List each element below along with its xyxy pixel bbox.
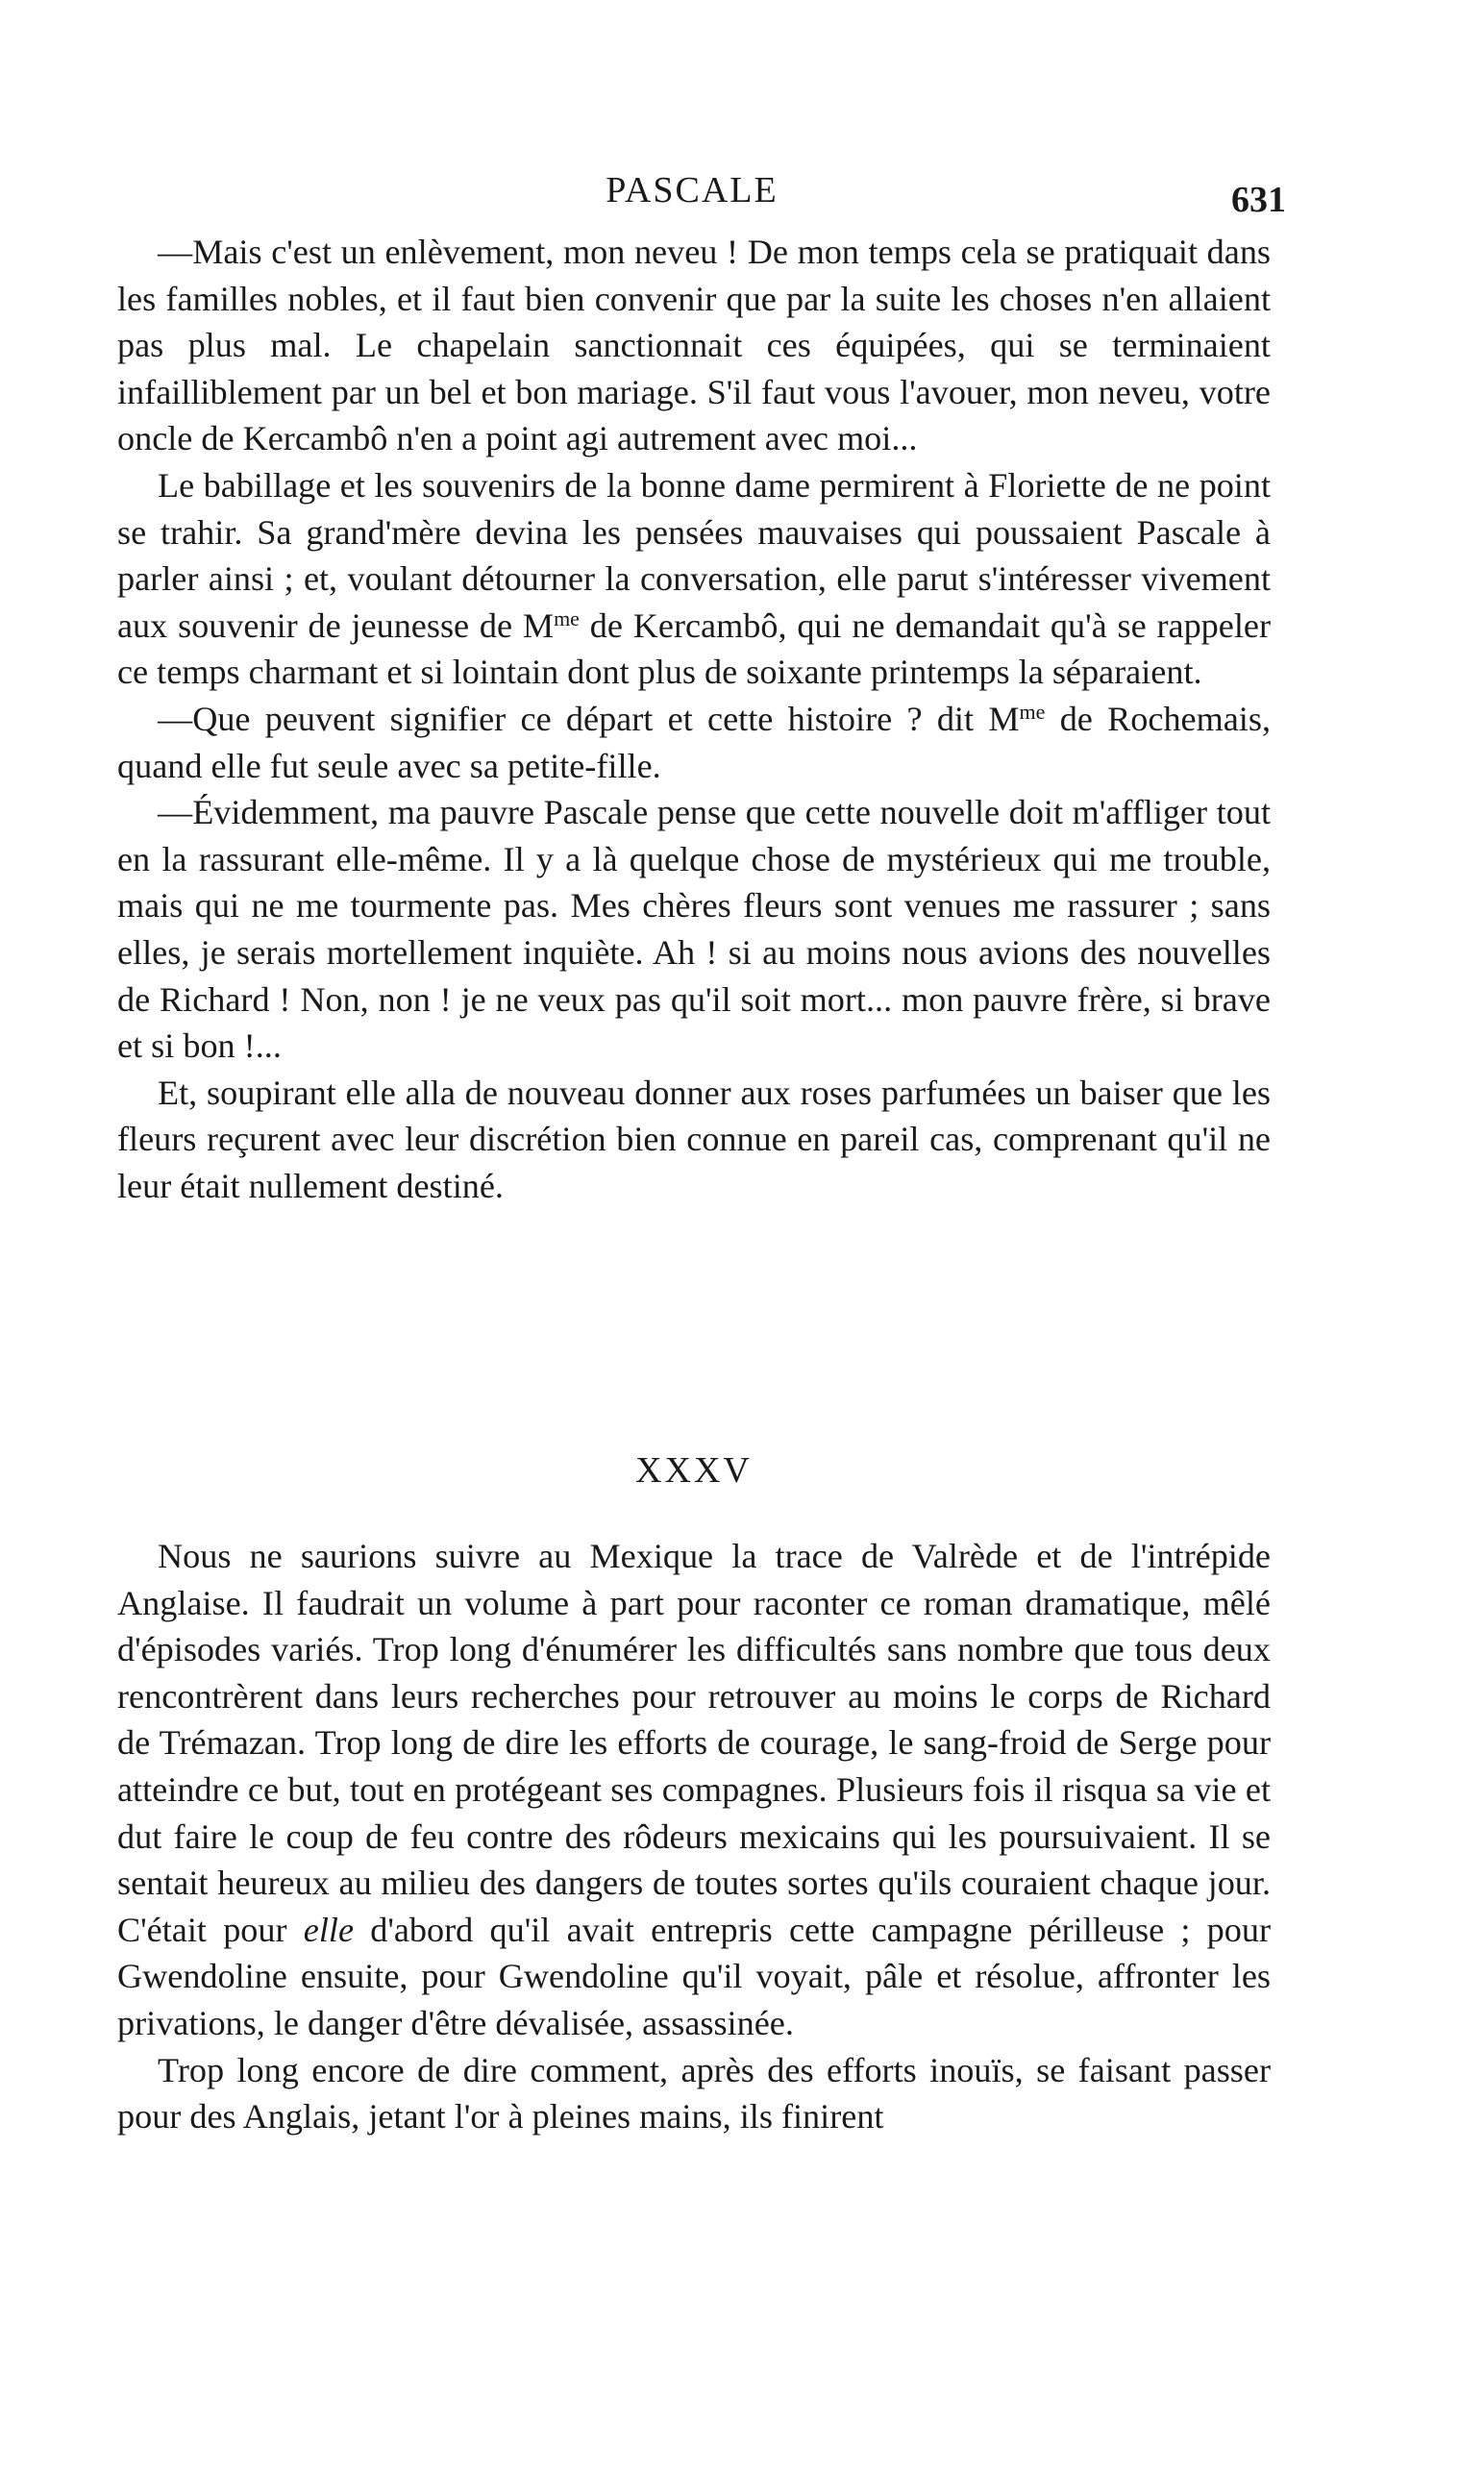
paragraph: —Mais c'est un enlèvement, mon neveu ! De mon temps cela se pratiquait dans les familles nobles, et il faut bien convenir que par la suite les choses n'en allaient pas plus mal. Le chapelain sanctionnait ces équipées, qui se terminaient infailliblement par un bel et bon mariage. S'il faut vous l'avouer, mon neveu, votre oncle de Kercambô n'en a point agi autrement avec moi... xyxy=(117,233,1271,458)
paragraph xyxy=(117,462,1271,696)
page-number: 631 xyxy=(1231,180,1286,220)
paragraph: —Évidemment, ma pauvre Pascale pense que cette nouvelle doit m'affliger tout en la rassurant elle-même. Il y a là quelque chose de mystérieux qui me trouble, mais qui ne me tourmente pas. Mes chères fleurs sont venues me rassurer ; sans elles, je serais mortellement inquiète. Ah ! si au moins nous avions des nouvelles de Richard ! Non, non ! je ne veux pas qu'il soit mort... mon pauvre frère, si brave et si bon !... xyxy=(117,793,1271,1066)
paragraph-text: de Rochemais, quand elle fut seule avec sa petite-fille. xyxy=(117,699,1271,785)
paragraph-text: Nous ne saurions suivre au Mexique la trace de Valrède et de l'intrépide Anglaise. Il faudrait un volume à part pour raconter ce roman dramatique, mêlé d'épisodes variés. Trop long d'énumérer les difficultés sans nombre que tous deux rencontrèrent dans leurs recherches pour retrouver au moins le corps de Richard de Trémazan. Trop long de dire les efforts de courage, le sang-froid de Serge pour atteindre ce but, tout en protégeant ses compagnes. Plusieurs fois il risqua sa vie et dut faire le coup de feu contre des rôdeurs mexicains qui les poursuivaient. Il se sentait heureux au milieu des dangers de toutes sortes qu'ils couraient chaque jour. C'était pour xyxy=(117,1537,1271,1949)
abbreviation-superscript: me xyxy=(1019,699,1046,724)
paragraph-text: d'abord qu'il avait entrepris cette campagne périlleuse ; pour Gwendoline ensuite, pour Gwendoline qu'il voyait, pâle et résolue, affronter les privations, le danger d'être dévalisée, assassinée. xyxy=(117,1910,1272,2042)
paragraph-text: Le babillage et les souvenirs de la bonne dame permirent à Floriette de ne point se trahir. Sa grand'mère devina les pensées mauvaises qui poussaient Pascale à parler ainsi ; et, voulant détourner la conversation, elle parut s'intéresser vivement aux souvenir de jeunesse de M xyxy=(117,465,1271,645)
text-block-bottom xyxy=(117,1533,1271,2140)
paragraph xyxy=(117,696,1271,789)
paragraph: Trop long encore de dire comment, après des efforts inouïs, se faisant passer pour des Anglais, jetant l'or à pleines mains, ils finirent xyxy=(117,2050,1271,2137)
paragraph xyxy=(117,1533,1271,2047)
abbreviation-superscript: me xyxy=(554,605,580,630)
emphasis: elle xyxy=(303,1910,355,1949)
paragraph: Et, soupirant elle alla de nouveau donner aux roses parfumées un baiser que les fleurs reçurent avec leur discrétion bien connue en pareil cas, comprenant qu'il ne leur était nullement destiné. xyxy=(117,1073,1271,1205)
text-block-top xyxy=(117,229,1271,1209)
paragraph-text: —Que peuvent signifier ce départ et cette histoire ? dit M xyxy=(158,699,1020,738)
paragraph-text: de Kercambô, qui ne demandait qu'à se rappeler ce temps charmant et si lointain dont plus de soixante printemps la séparaient. xyxy=(117,605,1271,692)
chapter-heading: XXXV xyxy=(635,1450,753,1491)
running-title: PASCALE xyxy=(606,170,779,210)
running-head xyxy=(115,165,1286,220)
